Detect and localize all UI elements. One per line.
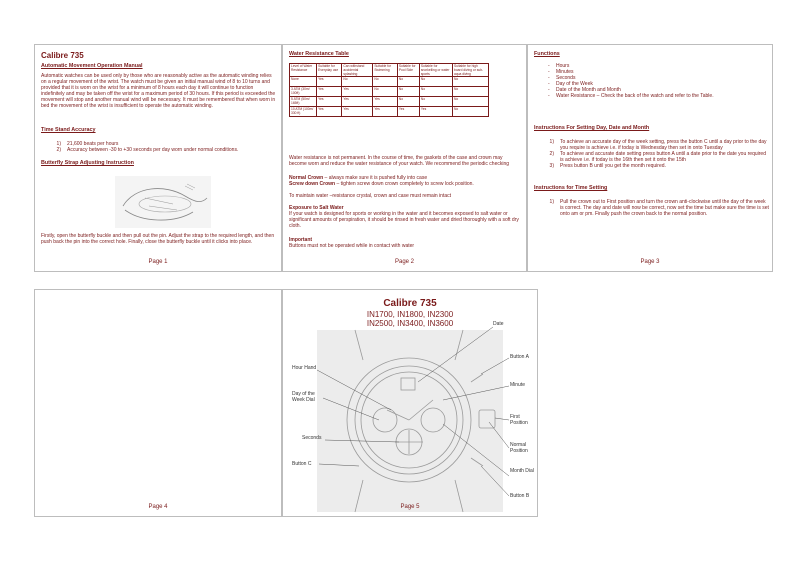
list-text: Press button B until you get the month required. <box>560 163 666 169</box>
list-item <box>534 199 770 217</box>
table-cell: No <box>373 87 398 97</box>
normal-crown-label: Normal Crown <box>289 175 324 181</box>
list-text: Accuracy between -30 to +30 seconds per day worn under normal conditions. <box>67 147 239 153</box>
table-cell: None <box>290 77 317 87</box>
list-number: 3) <box>549 163 554 169</box>
bullet: - <box>548 63 550 69</box>
bullet: - <box>548 69 550 75</box>
table-cell: 3 ATM (30m/ 100ft) <box>290 87 317 97</box>
table-cell: No <box>419 77 452 87</box>
table-cell: No <box>397 87 419 97</box>
table-row <box>290 97 489 107</box>
page-1 <box>34 44 282 272</box>
diagram-title: Calibre 735 <box>383 298 437 309</box>
table-cell: No <box>373 77 398 87</box>
label-month-dial: Month Dial <box>510 468 534 474</box>
list-item <box>534 139 770 151</box>
maintain-note: To maintain water –resistance crystal, crown and case must remain intact <box>289 193 452 199</box>
important-title: Important <box>289 237 313 243</box>
list-text: Pull the crown out to First position and turn the crown anti-clockwise until the day of the week is correct. The day and date will now be correct, now set the time but make sure the time is set onto am or pm. Finally push the crown back to the normal position. <box>560 199 769 217</box>
bullet: - <box>548 87 550 93</box>
list-number: 1) <box>549 139 554 145</box>
table-cell: No <box>342 77 373 87</box>
table-cell: Yes <box>419 107 452 117</box>
list-text: 21,600 beats per hours <box>67 141 119 147</box>
label-normal-position: Normal Position <box>510 442 528 454</box>
list-item <box>41 147 277 153</box>
page-number: Page 4 <box>148 504 168 510</box>
table-cell: Yes <box>317 97 342 107</box>
function-text: Date of the Month and Month <box>556 87 621 93</box>
bullet: - <box>548 93 550 99</box>
water-note: Water resistance is not permanent. In the course of time, the gaskets of the case and crown may become worn and reduce the water resistance of your watch. We recommend the periodic checking <box>289 155 510 167</box>
label-button-c: Button C <box>292 461 312 467</box>
butterfly-buckle-image <box>115 176 211 228</box>
time-setting-heading: Instructions for Time Setting <box>534 185 608 191</box>
date-setting-list <box>534 139 770 169</box>
table-header-cell: Suitable for Everyday use <box>317 64 342 77</box>
table-header-cell: Suitable for Swimming <box>373 64 398 77</box>
list-number: 2) <box>56 147 61 153</box>
model-list-1: IN1700, IN1800, IN2300 <box>366 310 454 319</box>
page-3 <box>527 44 773 272</box>
function-text: Hours <box>556 63 570 69</box>
list-item <box>534 151 770 163</box>
list-number: 1) <box>549 199 554 205</box>
table-header-cell: Suitable for Pool Side <box>397 64 419 77</box>
table-header-row <box>290 64 489 77</box>
water-resistance-table <box>289 63 489 117</box>
page-number: Page 2 <box>394 259 415 265</box>
butterfly-instruction: Firstly, open the butterfly buckle and then pull out the pin. Adjust the strap to the required length, and then push back the pin into the correct hole. Finally, close the butterfly buckle until it clicks into place. <box>41 233 275 245</box>
model-list-2: IN2500, IN3400, IN3600 <box>366 319 454 328</box>
functions-list <box>548 63 768 99</box>
exposure-text: If your watch is designed for sports or working in the water and it becomes exposed to salt water or significant amounts of perspiration, it should be rinsed in fresh water and dried thoroughly with a soft dry cloth. <box>289 211 519 229</box>
page-title: Calibre 735 <box>41 51 84 60</box>
time-setting-list <box>534 199 770 217</box>
bullet: - <box>548 75 550 81</box>
function-text: Day of the Week <box>556 81 593 87</box>
table-cell: Yes <box>317 77 342 87</box>
table-cell: Yes <box>373 97 398 107</box>
page-5 <box>282 289 538 517</box>
function-text: Minutes <box>556 69 574 75</box>
label-minute: Minute <box>510 382 526 388</box>
table-cell: No <box>419 97 452 107</box>
important-text: Buttons must not be operated while in contact with water <box>289 243 415 249</box>
date-setting-heading: Instructions For Setting Day, Date and Month <box>534 125 650 131</box>
list-text: To achieve an accurate day of the week setting, press the button C until a day prior to the day you require is achieve i.e. if today is Wednesday then set in onto Tuesday <box>560 139 767 151</box>
exposure-title: Exposure to Salt Water <box>289 205 344 211</box>
water-resistance-title: Water Resistance Table <box>289 51 349 57</box>
page-number: Page 1 <box>148 259 168 265</box>
table-cell: No <box>419 87 452 97</box>
label-first-position: First Position <box>510 414 528 426</box>
screw-crown-text: – tighten screw down crown completely to screw lock position. <box>335 181 474 187</box>
table-row <box>290 107 489 117</box>
list-item <box>534 163 770 169</box>
page-2 <box>282 44 527 272</box>
page-number: Page 5 <box>400 504 420 510</box>
table-cell: No <box>453 97 489 107</box>
function-item <box>548 93 768 99</box>
table-header-cell: Suitable for snorkelling or water sports <box>419 64 452 77</box>
table-cell: Yes <box>342 107 373 117</box>
screw-crown-label: Screw down Crown <box>289 181 336 187</box>
label-seconds: Seconds <box>302 435 322 441</box>
bullet: - <box>548 81 550 87</box>
table-cell: Yes <box>397 107 419 117</box>
operation-paragraph: Automatic watches can be used only by those who are reasonably active as the automatic winding relies on a regular movement of the wrist. The watch must be given an initial manual wind of 8 to 10 turns and provided that it is worn on the wrist for a minimum of 8 hours each day it will continue to function indefinitely and may be taken off the wrist for a maximum period of 30 hours. If this period is exceeded the movement will stop and another manual wind will be necessary. It must be remembered that when worn in bed the movement of the wrist is insufficient to operate the automatic winding. <box>41 73 276 109</box>
table-cell: No <box>453 77 489 87</box>
table-header-cell: Can withstand accidental splashing <box>342 64 373 77</box>
function-text: Water Resistance – Check the back of the watch and refer to the Table. <box>556 93 714 99</box>
list-number: 1) <box>56 141 61 147</box>
section-heading-operation: Automatic Movement Operation Manual <box>41 63 143 69</box>
label-button-a: Button A <box>510 354 529 360</box>
table-header-cell: Level of Water Resistance <box>290 64 317 77</box>
label-date: Date <box>493 321 504 327</box>
screw-crown-line <box>289 181 521 187</box>
label-button-b: Button B <box>510 493 530 499</box>
list-text: To achieve and accurate date setting press button A until a date prior to the date you required is achieve i.e. if today is the 16th then set it onto the 15th <box>560 151 766 163</box>
diagram-background <box>317 330 503 512</box>
normal-crown-text: – always make sure it is pushed fully into case <box>323 175 428 181</box>
table-cell: Yes <box>317 87 342 97</box>
table-cell: 5 ATM (50m/ 165ft) <box>290 97 317 107</box>
function-text: Seconds <box>556 75 576 81</box>
page-number: Page 3 <box>640 259 660 265</box>
table-cell: No <box>397 97 419 107</box>
section-heading-accuracy: Time Stand Accuracy <box>41 127 96 133</box>
label-hour-hand: Hour Hand <box>292 365 317 371</box>
table-cell: Yes <box>373 107 398 117</box>
table-cell: No <box>397 77 419 87</box>
accuracy-list <box>41 141 277 153</box>
page-4 <box>34 289 282 517</box>
table-cell: Yes <box>342 97 373 107</box>
table-cell: No <box>453 87 489 97</box>
section-heading-butterfly: Butterfly Strap Adjusting Instruction <box>41 160 134 166</box>
table-cell: 10 ATM (100m/ 330 ft) <box>290 107 317 117</box>
table-cell: No <box>453 107 489 117</box>
label-day-dial: Day of the Week Dial <box>292 391 315 403</box>
table-row <box>290 77 489 87</box>
table-cell: Yes <box>342 87 373 97</box>
table-row <box>290 87 489 97</box>
list-number: 2) <box>549 151 554 157</box>
functions-title: Functions <box>534 51 560 57</box>
table-header-cell: Suitable for high board diving or sub-aqua diving <box>453 64 489 77</box>
table-cell: Yes <box>317 107 342 117</box>
